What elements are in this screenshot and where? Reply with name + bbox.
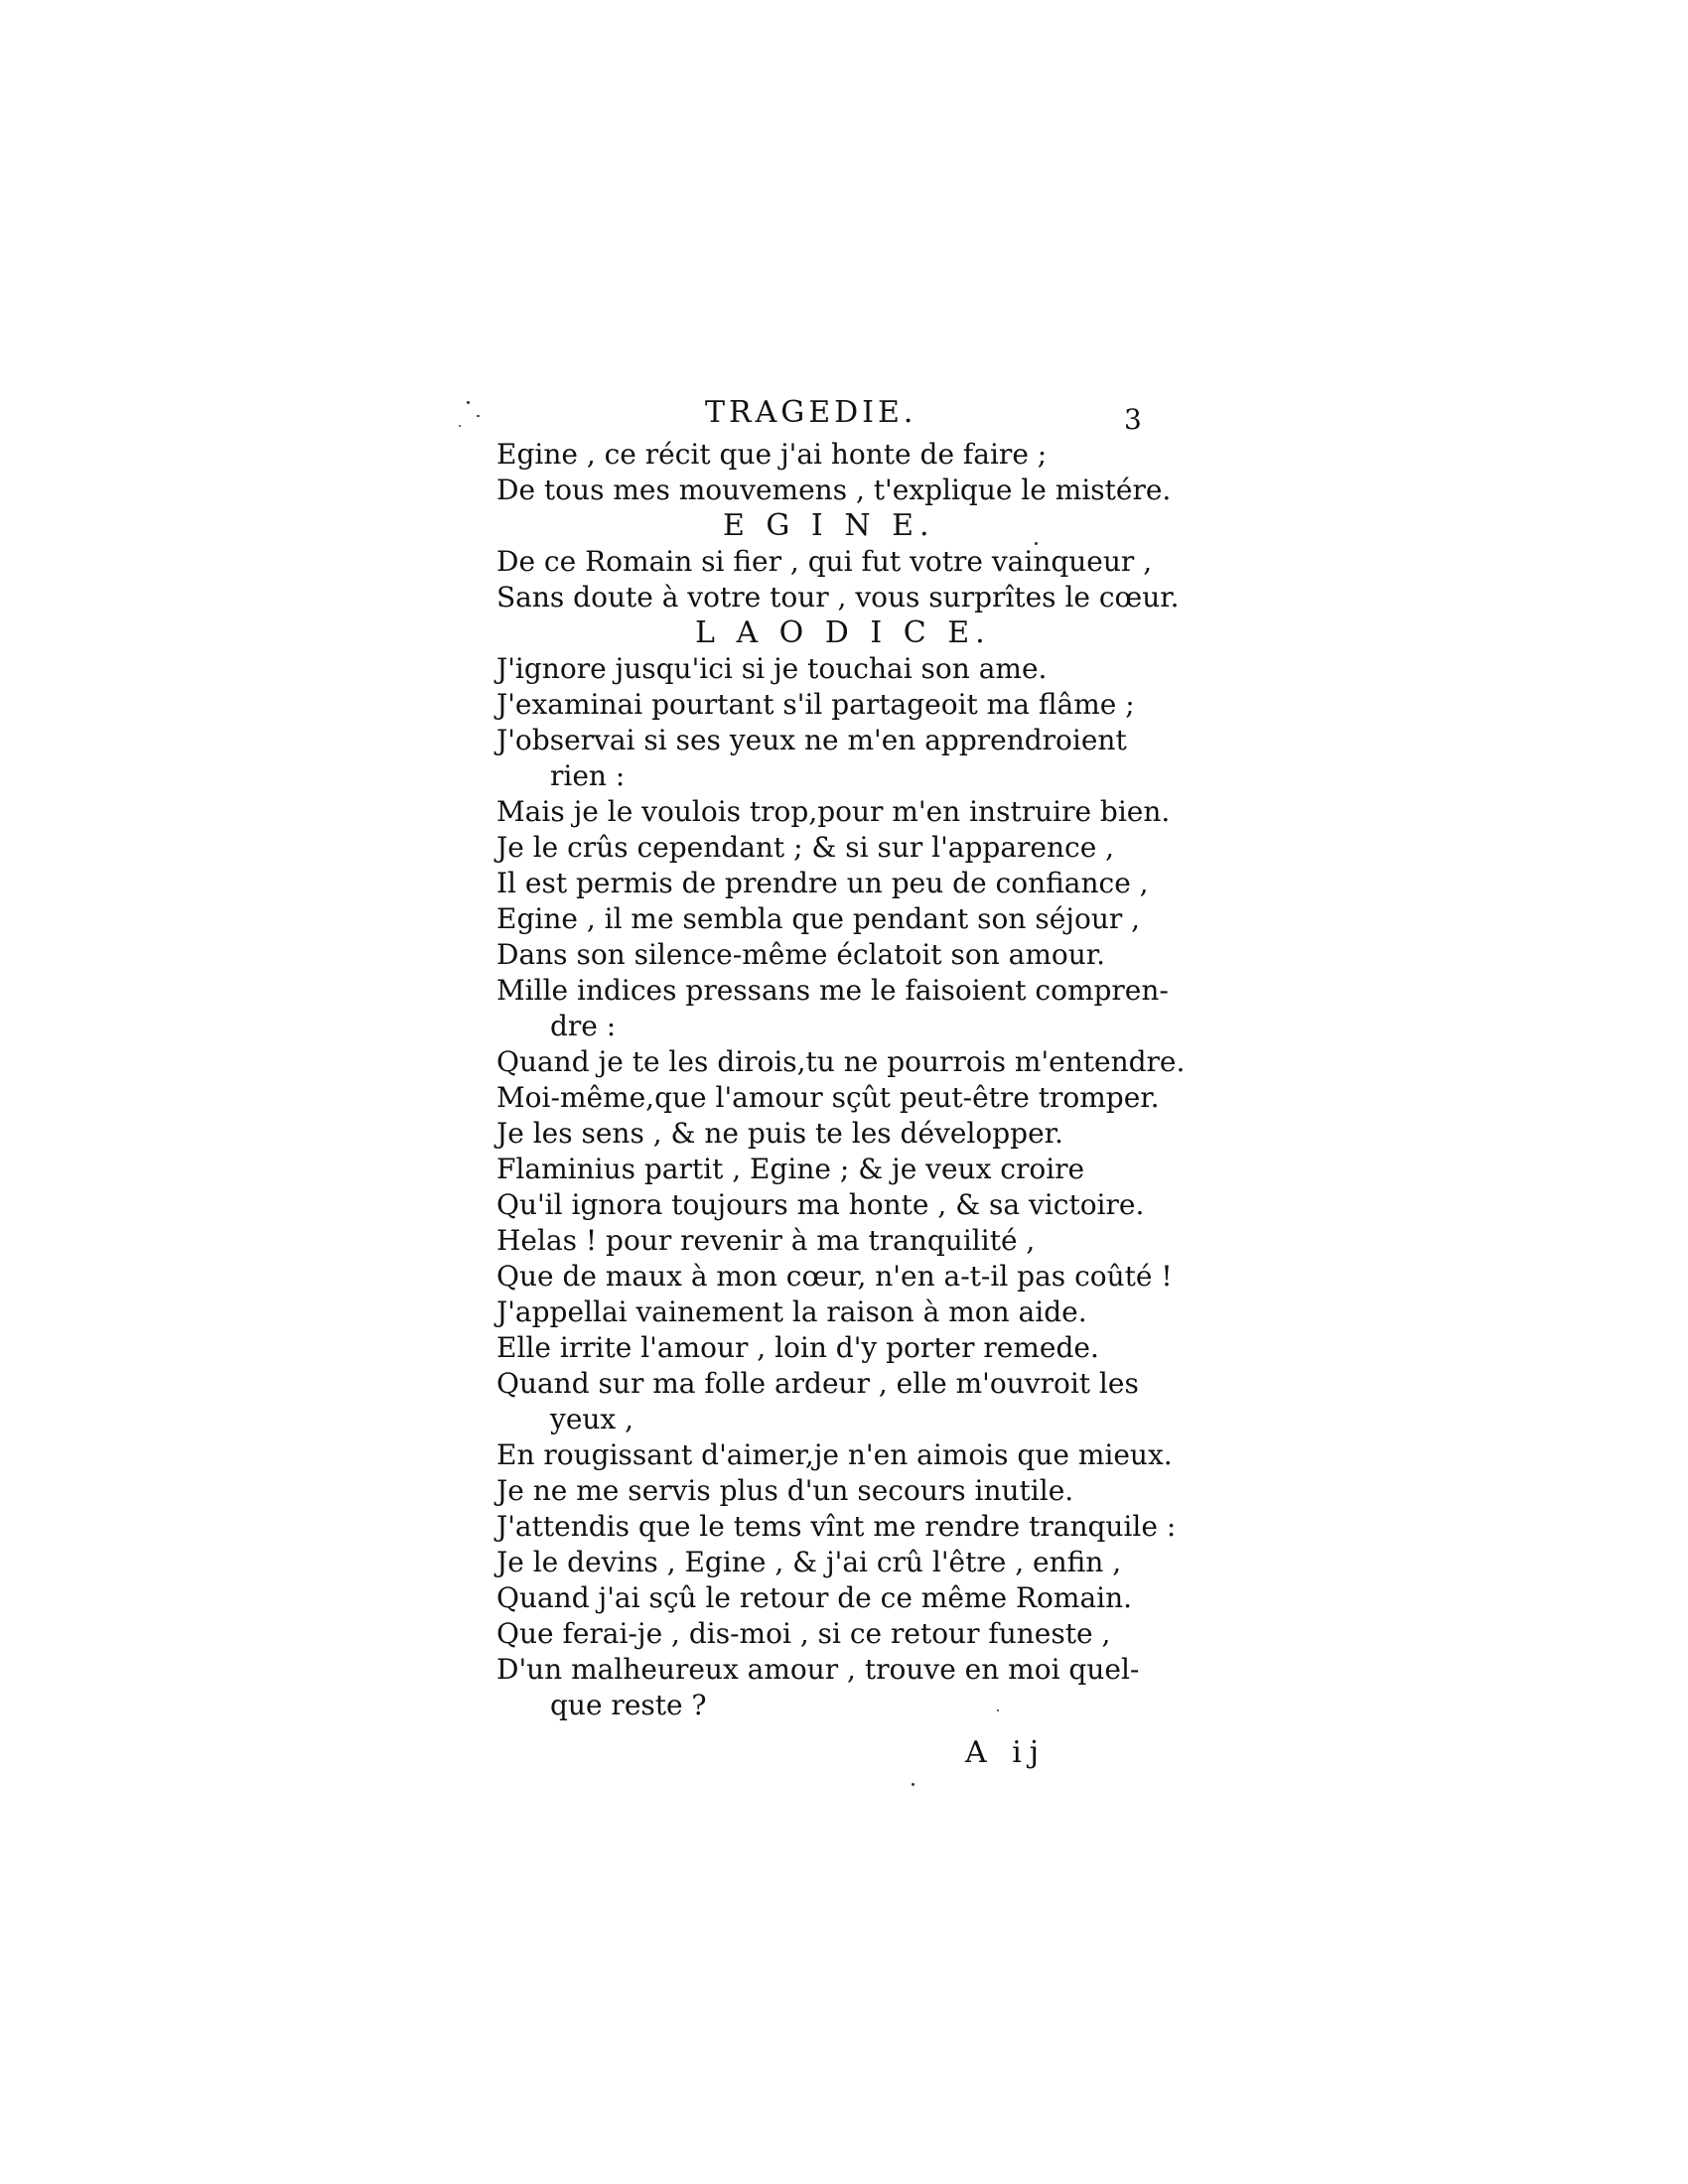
verse-continuation: dre : [550, 1010, 617, 1042]
verse-line: Je le devins , Egine , & j'ai crû l'être , enfin , [496, 1546, 1122, 1578]
verse-line: Sans doute à votre tour , vous surprîtes le cœur. [496, 581, 1180, 614]
verse-line: Egine , il me sembla que pendant son séjour , [496, 902, 1141, 935]
print-speck [477, 415, 480, 417]
verse-line: De ce Romain si fier , qui fut votre vainqueur , [496, 545, 1153, 578]
verse-continuation: yeux , [550, 1403, 634, 1435]
print-speck [459, 425, 461, 427]
signature-mark: A ij [965, 1735, 1048, 1770]
verse-line: J'ignore jusqu'ici si je touchai son ame. [496, 652, 1048, 685]
verse-line: Je ne me servis plus d'un secours inutile. [496, 1474, 1074, 1507]
verse-line: J'attendis que le tems vînt me rendre tranquile : [496, 1510, 1177, 1543]
verse-lines [496, 437, 1186, 1723]
speaker-name: E G I N E. [723, 508, 935, 543]
verse-line: De tous mes mouvemens , t'explique le mistére. [496, 474, 1172, 506]
verse-line: Quand je te les dirois,tu ne pourrois m'entendre. [496, 1045, 1186, 1078]
verse-line: Mais je le voulois trop,pour m'en instruire bien. [496, 795, 1171, 828]
verse-line: Qu'il ignora toujours ma honte , & sa victoire. [496, 1188, 1145, 1221]
text-block [496, 395, 1186, 1723]
print-speck [912, 1783, 914, 1786]
speaker-name: L A O D I C E. [695, 615, 991, 650]
verse-line: Il est permis de prendre un peu de confiance , [496, 867, 1149, 899]
verse-line: J'examinai pourtant s'il partageoit ma flâme ; [496, 688, 1135, 721]
verse-line: En rougissant d'aimer,je n'en aimois que mieux. [496, 1438, 1173, 1471]
verse-line: Je les sens , & ne puis te les développer. [496, 1117, 1063, 1150]
verse-line: Helas ! pour revenir à ma tranquilité , [496, 1224, 1036, 1257]
verse-line: J'appellai vainement la raison à mon aide. [496, 1296, 1087, 1328]
verse-line: Dans son silence-même éclatoit son amour. [496, 938, 1105, 971]
verse-line: Moi-même,que l'amour sçût peut-être tromper. [496, 1081, 1160, 1114]
verse-line: Elle irrite l'amour , loin d'y porter remede. [496, 1331, 1099, 1364]
verse-continuation: que reste ? [550, 1689, 707, 1721]
verse-line: D'un malheureux amour , trouve en moi quel- [496, 1653, 1140, 1686]
verse-line: Quand sur ma folle ardeur , elle m'ouvroit les [496, 1367, 1139, 1400]
verse-line: Flaminius partit , Egine ; & je veux croire [496, 1153, 1085, 1185]
print-speck [467, 401, 470, 404]
verse-continuation: rien : [550, 759, 626, 792]
page-number: 3 [1124, 403, 1146, 436]
running-head [496, 395, 1172, 437]
verse-line: Egine , ce récit que j'ai honte de faire ; [496, 438, 1048, 471]
verse-line: J'observai si ses yeux ne m'en apprendroient [496, 724, 1127, 756]
verse-line: Mille indices pressans me le faisoient compren- [496, 974, 1169, 1007]
verse-line: Que de maux à mon cœur, n'en a-t-il pas coûté ! [496, 1260, 1173, 1293]
verse-line: Quand j'ai sçû le retour de ce même Romain. [496, 1581, 1133, 1614]
running-title: TRAGEDIE. [705, 395, 917, 430]
verse-line: Que ferai-je , dis-moi , si ce retour funeste , [496, 1617, 1111, 1650]
verse-line: Je le crûs cependant ; & si sur l'apparence , [496, 831, 1115, 864]
